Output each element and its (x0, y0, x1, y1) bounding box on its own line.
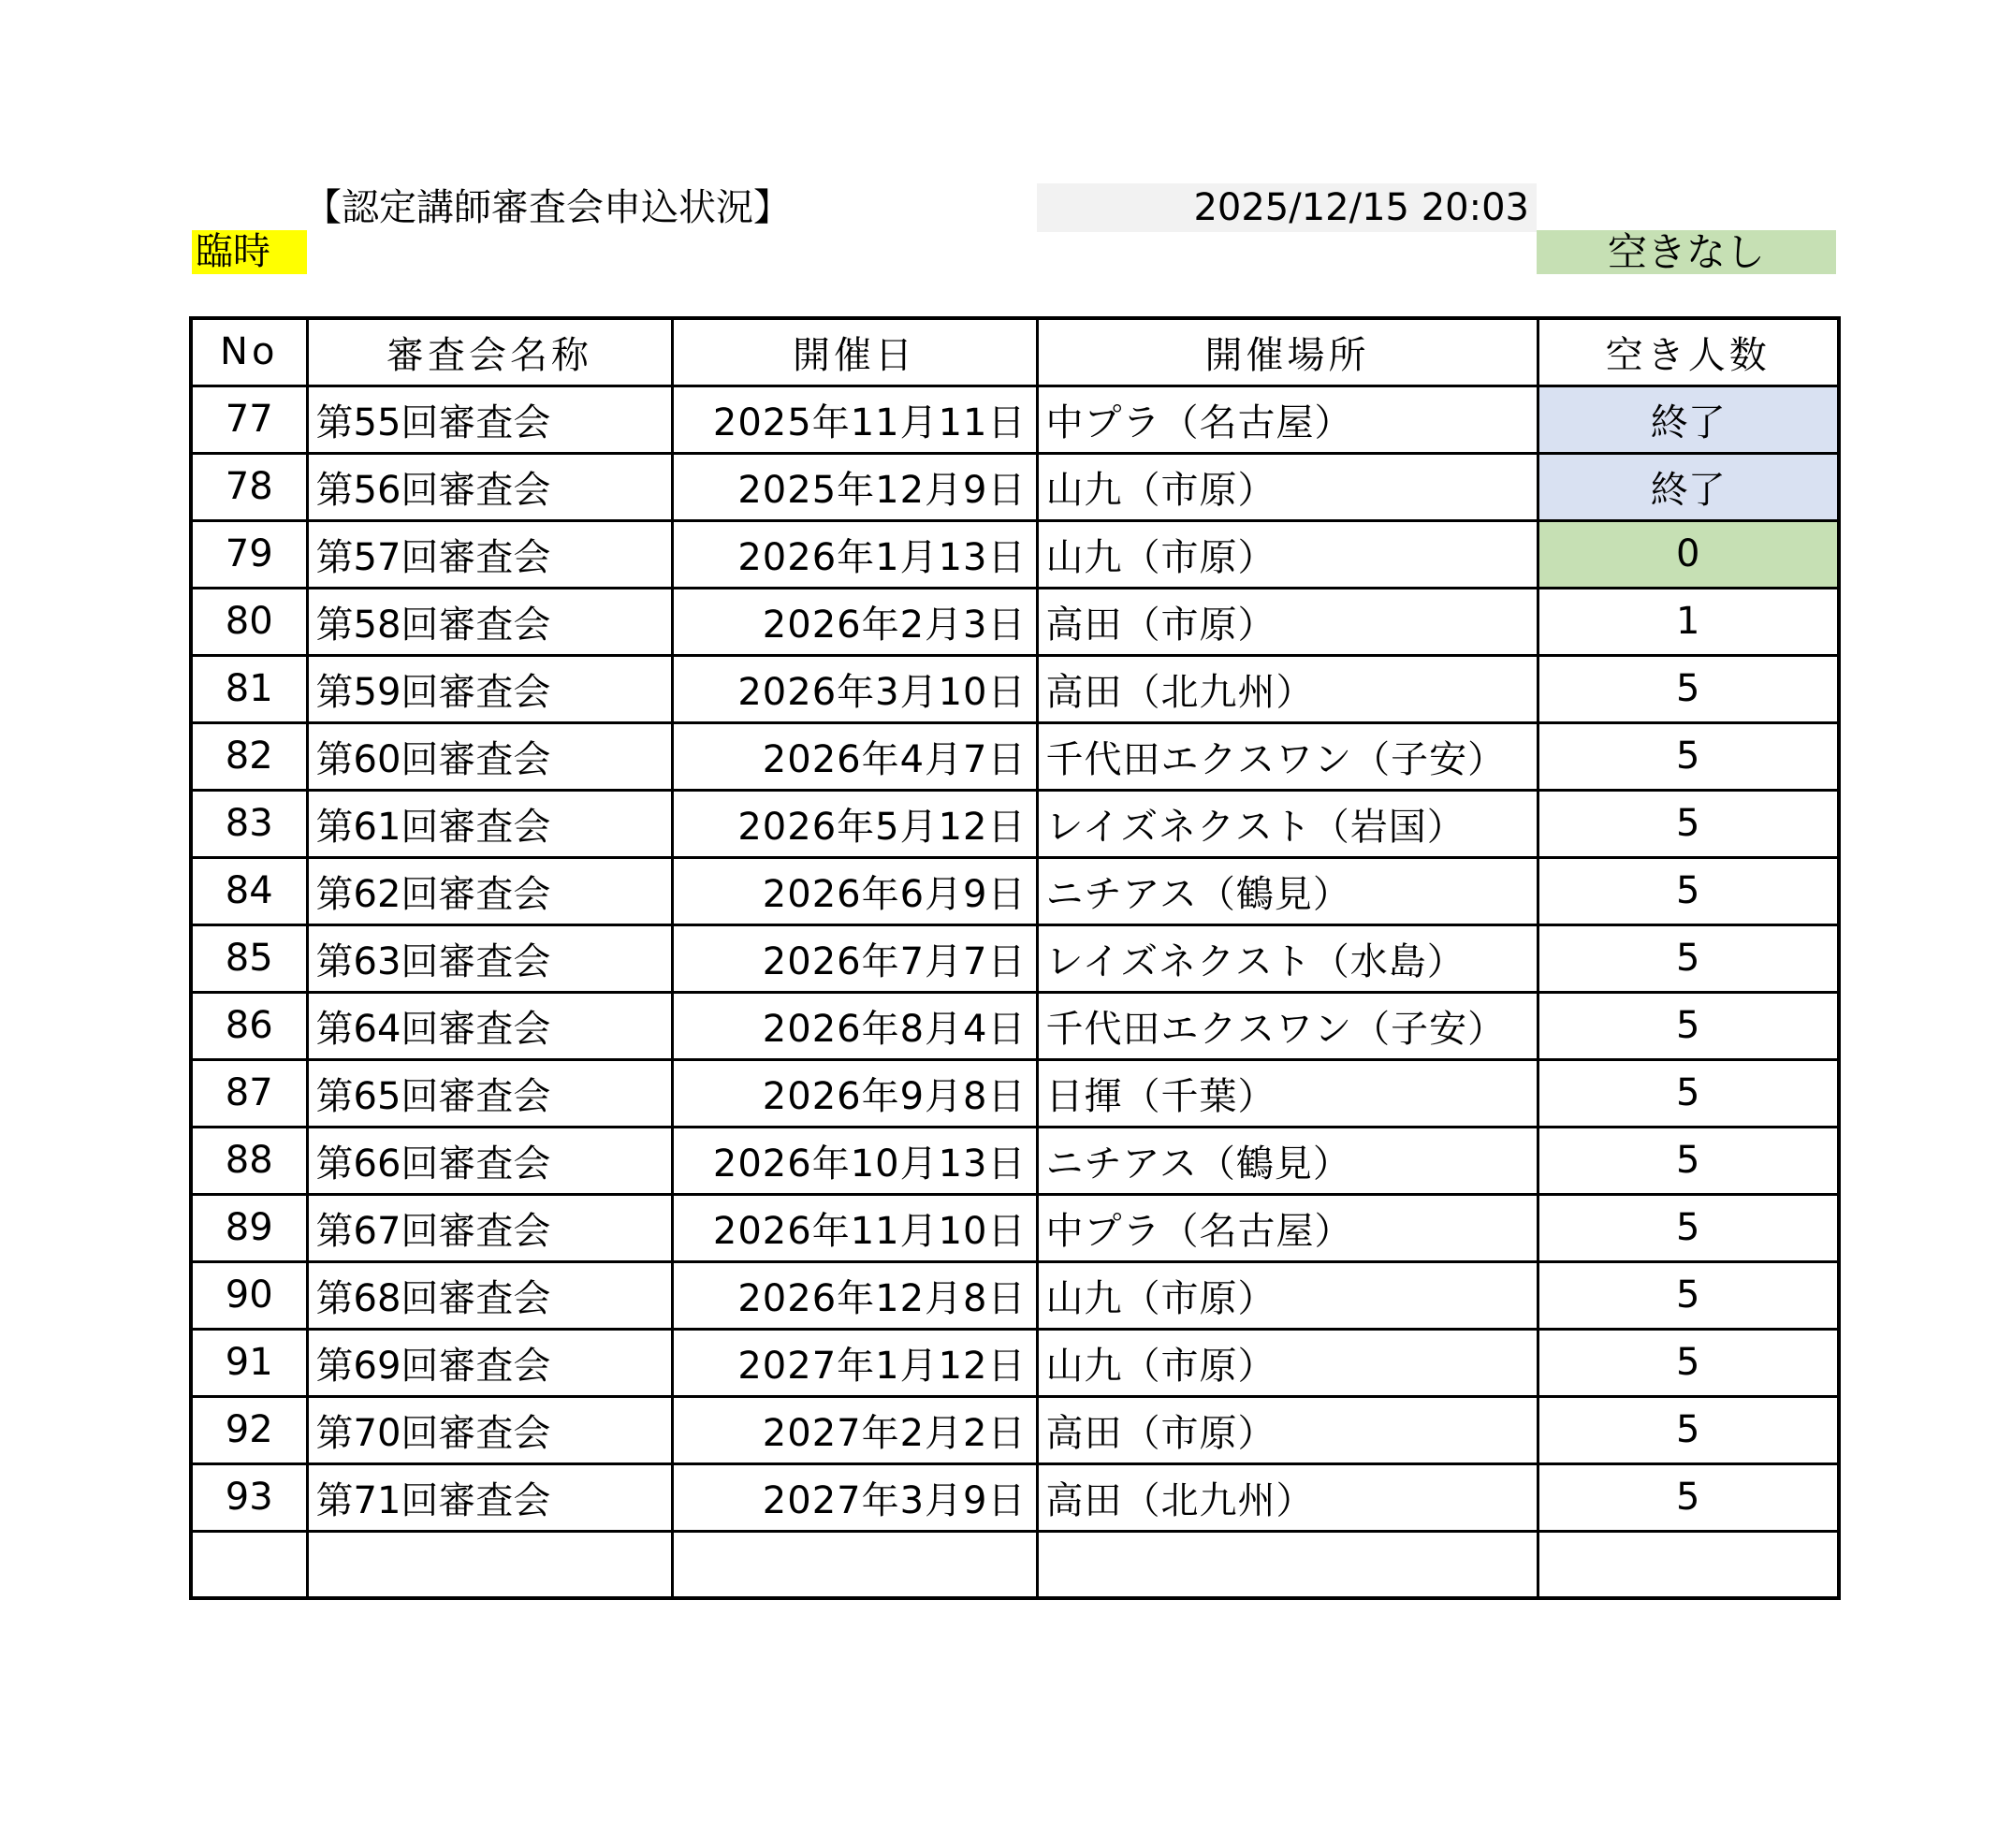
row-number-cell (191, 1531, 307, 1598)
availability-cell: 1 (1538, 588, 1839, 655)
row-number-cell: 93 (191, 1463, 307, 1531)
session-name-cell: 第65回審査会 (307, 1059, 672, 1127)
table-row (191, 992, 1839, 1059)
availability-cell: 5 (1538, 1396, 1839, 1463)
temporary-badge: 臨時 (192, 230, 307, 274)
session-name-cell: 第57回審査会 (307, 520, 672, 588)
availability-cell: 5 (1538, 722, 1839, 790)
table-row (191, 453, 1839, 520)
row-number-cell: 78 (191, 453, 307, 520)
availability-cell: 終了 (1538, 386, 1839, 453)
availability-cell: 5 (1538, 655, 1839, 722)
availability-cell: 5 (1538, 1059, 1839, 1127)
table-header-row (191, 318, 1839, 386)
session-date-cell: 2026年11月10日 (672, 1194, 1037, 1261)
session-date-cell: 2026年1月13日 (672, 520, 1037, 588)
column-header-name: 審査会名称 (307, 318, 672, 386)
table-row (191, 857, 1839, 924)
session-venue-cell: 日揮（千葉） (1037, 1059, 1538, 1127)
availability-cell: 5 (1538, 857, 1839, 924)
row-number-cell: 86 (191, 992, 307, 1059)
session-name-cell: 第58回審査会 (307, 588, 672, 655)
session-name-cell: 第71回審査会 (307, 1463, 672, 1531)
table-row (191, 1194, 1839, 1261)
session-name-cell: 第61回審査会 (307, 790, 672, 857)
session-venue-cell: 山九（市原） (1037, 453, 1538, 520)
row-number-cell: 87 (191, 1059, 307, 1127)
session-venue-cell: 高田（市原） (1037, 1396, 1538, 1463)
table-row (191, 1059, 1839, 1127)
row-number-cell: 81 (191, 655, 307, 722)
table-row (191, 1261, 1839, 1329)
session-date-cell: 2026年10月13日 (672, 1127, 1037, 1194)
row-number-cell: 82 (191, 722, 307, 790)
table-row (191, 1127, 1839, 1194)
session-date-cell: 2026年5月12日 (672, 790, 1037, 857)
table-row (191, 520, 1839, 588)
row-number-cell: 84 (191, 857, 307, 924)
session-date-cell: 2026年7月7日 (672, 924, 1037, 992)
availability-cell (1538, 1531, 1839, 1598)
table-row (191, 1463, 1839, 1531)
session-venue-cell: レイズネクスト（水島） (1037, 924, 1538, 992)
table-row (191, 924, 1839, 992)
availability-cell: 5 (1538, 1463, 1839, 1531)
session-name-cell: 第70回審査会 (307, 1396, 672, 1463)
session-venue-cell: 千代田エクスワン（子安） (1037, 992, 1538, 1059)
row-number-cell: 83 (191, 790, 307, 857)
session-date-cell: 2026年6月9日 (672, 857, 1037, 924)
row-number-cell: 90 (191, 1261, 307, 1329)
table-row (191, 1531, 1839, 1598)
session-date-cell: 2026年8月4日 (672, 992, 1037, 1059)
session-date-cell: 2026年9月8日 (672, 1059, 1037, 1127)
column-header-no: No (191, 318, 307, 386)
session-venue-cell: ニチアス（鶴見） (1037, 1127, 1538, 1194)
session-name-cell: 第67回審査会 (307, 1194, 672, 1261)
session-name-cell (307, 1531, 672, 1598)
row-number-cell: 85 (191, 924, 307, 992)
session-venue-cell (1037, 1531, 1538, 1598)
session-date-cell: 2026年3月10日 (672, 655, 1037, 722)
session-date-cell: 2026年2月3日 (672, 588, 1037, 655)
session-venue-cell: 山九（市原） (1037, 1261, 1538, 1329)
session-name-cell: 第56回審査会 (307, 453, 672, 520)
availability-cell: 5 (1538, 1261, 1839, 1329)
session-venue-cell: 高田（市原） (1037, 588, 1538, 655)
row-number-cell: 91 (191, 1329, 307, 1396)
session-status-table (189, 316, 1841, 1600)
session-name-cell: 第68回審査会 (307, 1261, 672, 1329)
session-name-cell: 第55回審査会 (307, 386, 672, 453)
session-venue-cell: 高田（北九州） (1037, 1463, 1538, 1531)
session-date-cell: 2027年3月9日 (672, 1463, 1037, 1531)
table-row (191, 1396, 1839, 1463)
row-number-cell: 88 (191, 1127, 307, 1194)
table-row (191, 1329, 1839, 1396)
availability-cell: 5 (1538, 1329, 1839, 1396)
column-header-date: 開催日 (672, 318, 1037, 386)
session-name-cell: 第62回審査会 (307, 857, 672, 924)
session-date-cell: 2025年11月11日 (672, 386, 1037, 453)
session-name-cell: 第66回審査会 (307, 1127, 672, 1194)
updated-timestamp: 2025/12/15 20:03 (1037, 183, 1537, 232)
availability-cell: 0 (1538, 520, 1839, 588)
session-venue-cell: 中プラ（名古屋） (1037, 386, 1538, 453)
row-number-cell: 89 (191, 1194, 307, 1261)
session-date-cell: 2027年1月12日 (672, 1329, 1037, 1396)
session-name-cell: 第64回審査会 (307, 992, 672, 1059)
session-date-cell: 2026年12月8日 (672, 1261, 1037, 1329)
table-row (191, 588, 1839, 655)
session-venue-cell: 中プラ（名古屋） (1037, 1194, 1538, 1261)
session-name-cell: 第69回審査会 (307, 1329, 672, 1396)
availability-cell: 5 (1538, 1127, 1839, 1194)
session-date-cell (672, 1531, 1037, 1598)
column-header-availability: 空き人数 (1538, 318, 1839, 386)
page-title: 【認定講師審査会申込状況】 (304, 186, 791, 229)
table-body (191, 386, 1839, 1598)
row-number-cell: 79 (191, 520, 307, 588)
session-date-cell: 2025年12月9日 (672, 453, 1037, 520)
table-row (191, 386, 1839, 453)
session-name-cell: 第63回審査会 (307, 924, 672, 992)
row-number-cell: 77 (191, 386, 307, 453)
availability-cell: 5 (1538, 790, 1839, 857)
session-venue-cell: 山九（市原） (1037, 520, 1538, 588)
availability-cell: 5 (1538, 924, 1839, 992)
session-venue-cell: 高田（北九州） (1037, 655, 1538, 722)
row-number-cell: 92 (191, 1396, 307, 1463)
session-date-cell: 2027年2月2日 (672, 1396, 1037, 1463)
session-date-cell: 2026年4月7日 (672, 722, 1037, 790)
session-venue-cell: 山九（市原） (1037, 1329, 1538, 1396)
availability-cell: 終了 (1538, 453, 1839, 520)
session-venue-cell: ニチアス（鶴見） (1037, 857, 1538, 924)
availability-cell: 5 (1538, 1194, 1839, 1261)
no-vacancy-legend: 空きなし (1537, 230, 1836, 274)
session-name-cell: 第60回審査会 (307, 722, 672, 790)
session-venue-cell: レイズネクスト（岩国） (1037, 790, 1538, 857)
column-header-venue: 開催場所 (1037, 318, 1538, 386)
availability-cell: 5 (1538, 992, 1839, 1059)
row-number-cell: 80 (191, 588, 307, 655)
session-name-cell: 第59回審査会 (307, 655, 672, 722)
table-row (191, 655, 1839, 722)
table-row (191, 722, 1839, 790)
table-row (191, 790, 1839, 857)
session-venue-cell: 千代田エクスワン（子安） (1037, 722, 1538, 790)
